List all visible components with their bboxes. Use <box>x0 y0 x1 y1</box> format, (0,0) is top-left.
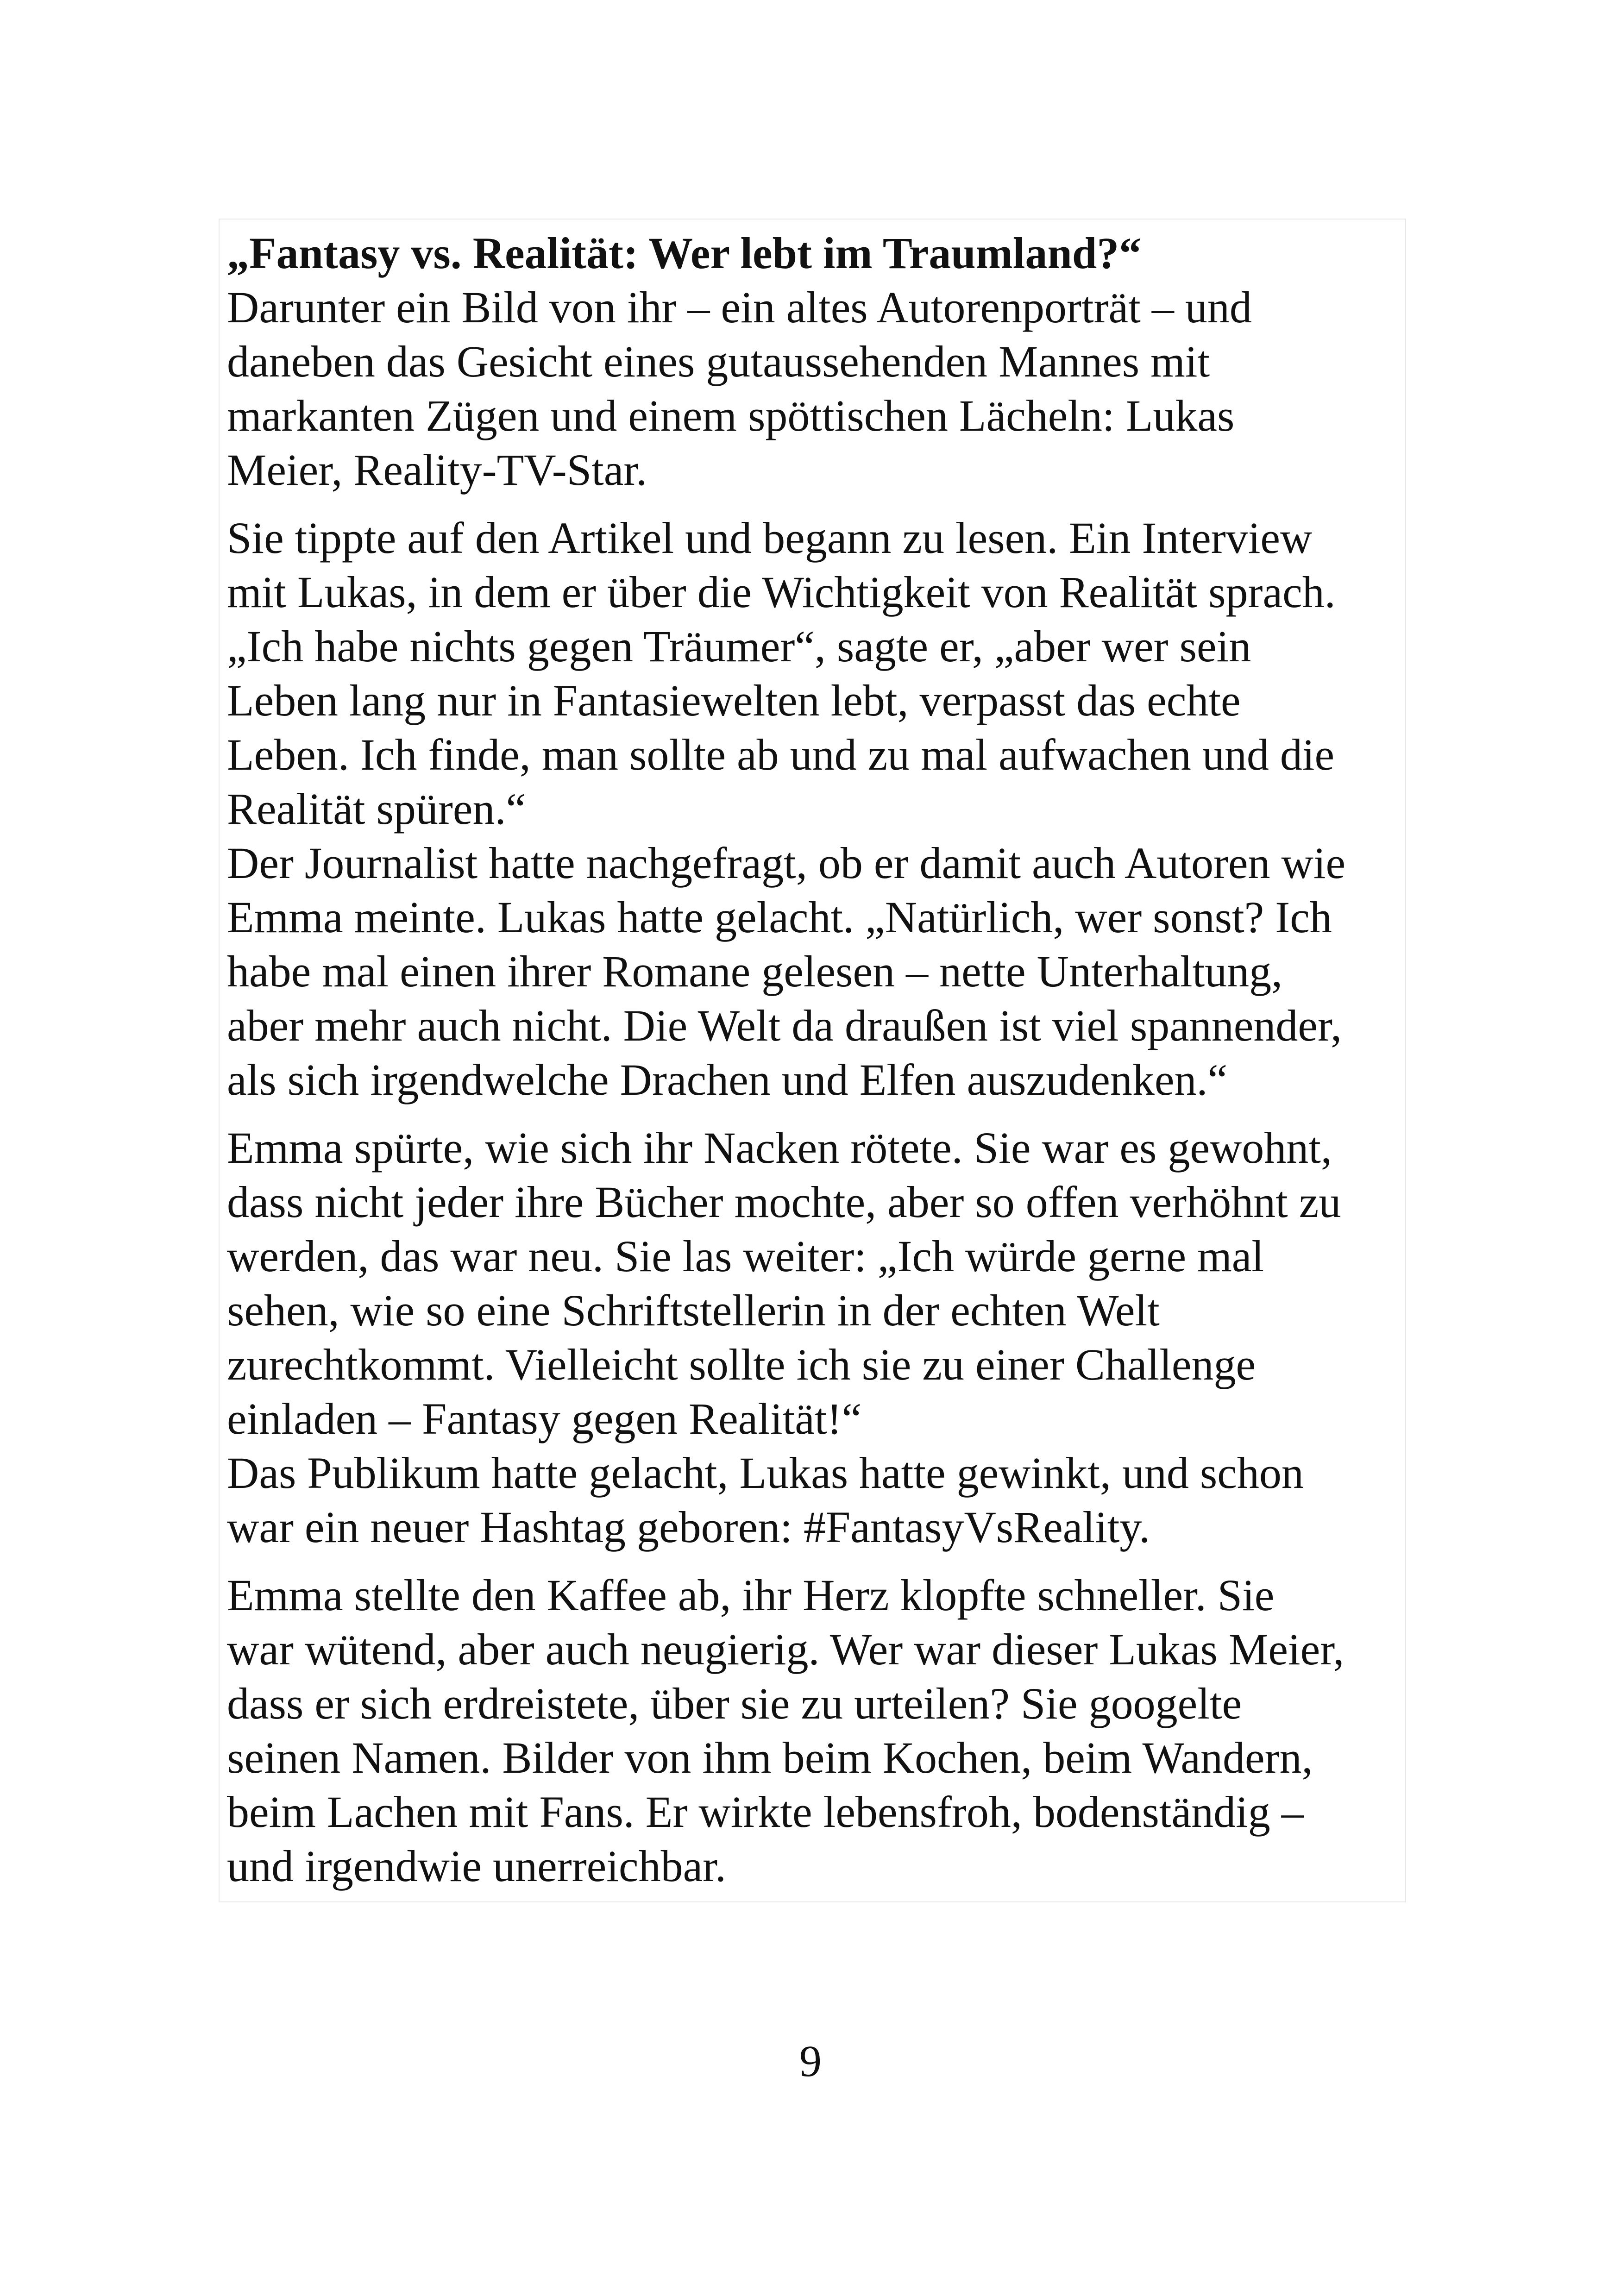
article-headline: „Fantasy vs. Realität: Wer lebt im Traumland?“ <box>227 228 1142 278</box>
text-line: dass er sich erdreistete, über sie zu urteilen? Sie googelte <box>227 1679 1242 1728</box>
text-line: Leben lang nur in Fantasiewelten lebt, verpasst das echte <box>227 676 1241 725</box>
text-line: sehen, wie so eine Schriftstellerin in der echten Welt <box>227 1286 1160 1335</box>
text-line: habe mal einen ihrer Romane gelesen – nette Unterhaltung, <box>227 947 1283 996</box>
text-line: Darunter ein Bild von ihr – ein altes Autorenporträt – und <box>227 282 1252 332</box>
page-content <box>227 226 1403 1893</box>
text-line: Sie tippte auf den Artikel und begann zu lesen. Ein Interview <box>227 513 1313 563</box>
text-line: war ein neuer Hashtag geboren: #FantasyVsReality. <box>227 1502 1150 1552</box>
text-line: aber mehr auch nicht. Die Welt da draußen ist viel spannender, <box>227 1001 1342 1050</box>
text-line: war wütend, aber auch neugierig. Wer war dieser Lukas Meier, <box>227 1625 1345 1674</box>
text-line: einladen – Fantasy gegen Realität!“ <box>227 1394 862 1443</box>
text-line: Emma meinte. Lukas hatte gelacht. „Natürlich, wer sonst? Ich <box>227 892 1332 942</box>
text-line: Meier, Reality-TV-Star. <box>227 445 647 495</box>
paragraph-3 <box>227 1121 1403 1554</box>
text-line: zurechtkommt. Vielleicht sollte ich sie zu einer Challenge <box>227 1340 1256 1389</box>
text-line: Das Publikum hatte gelacht, Lukas hatte gewinkt, und schon <box>227 1448 1304 1498</box>
text-line: mit Lukas, in dem er über die Wichtigkeit von Realität sprach. <box>227 567 1336 617</box>
text-line: Der Journalist hatte nachgefragt, ob er damit auch Autoren wie <box>227 838 1346 888</box>
text-line: werden, das war neu. Sie las weiter: „Ich würde gerne mal <box>227 1231 1264 1281</box>
text-line: Emma spürte, wie sich ihr Nacken rötete. Sie war es gewohnt, <box>227 1123 1332 1173</box>
text-line: Realität spüren.“ <box>227 784 526 834</box>
paragraph-2 <box>227 511 1403 1107</box>
text-line: Leben. Ich finde, man sollte ab und zu mal aufwachen und die <box>227 730 1335 779</box>
text-line: seinen Namen. Bilder von ihm beim Kochen, beim Wandern, <box>227 1733 1313 1782</box>
text-line: als sich irgendwelche Drachen und Elfen auszudenken.“ <box>227 1055 1228 1104</box>
paragraph-gap <box>227 1554 1403 1568</box>
text-line: und irgendwie unerreichbar. <box>227 1841 726 1891</box>
text-line: markanten Zügen und einem spöttischen Lächeln: Lukas <box>227 391 1235 440</box>
text-line: Emma stellte den Kaffee ab, ihr Herz klopfte schneller. Sie <box>227 1570 1275 1620</box>
text-line: daneben das Gesicht eines gutaussehenden Mannes mit <box>227 337 1210 386</box>
paragraph-gap <box>227 1107 1403 1121</box>
paragraph-4 <box>227 1568 1403 1893</box>
paragraph-1 <box>227 280 1403 497</box>
page-number: 9 <box>799 2036 822 2086</box>
text-line: „Ich habe nichts gegen Träumer“, sagte er, „aber wer sein <box>227 621 1251 671</box>
text-line: beim Lachen mit Fans. Er wirkte lebensfroh, bodenständig – <box>227 1787 1304 1837</box>
text-line: dass nicht jeder ihre Bücher mochte, aber so offen verhöhnt zu <box>227 1177 1341 1227</box>
paragraph-gap <box>227 497 1403 511</box>
